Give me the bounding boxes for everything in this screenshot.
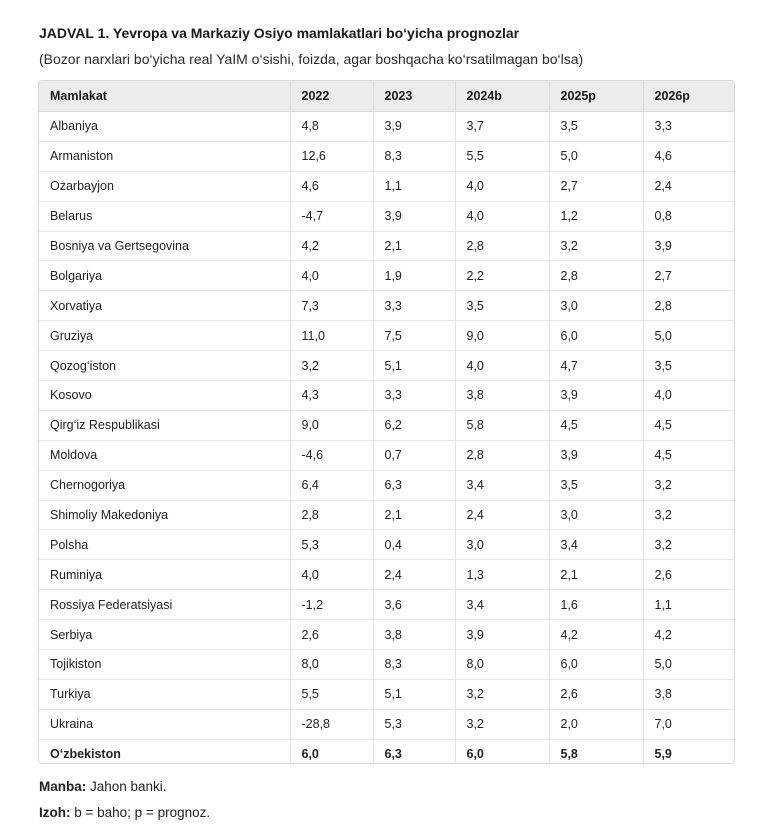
cell-2023: 3,9 — [373, 201, 455, 231]
cell-2025p: 5,0 — [549, 141, 643, 171]
source-text: Jahon banki. — [86, 779, 167, 794]
cell-2026p: 3,9 — [643, 231, 735, 261]
note-label: Izoh: — [39, 805, 71, 820]
cell-2025p: 2,0 — [549, 709, 643, 739]
cell-2023: 3,3 — [373, 291, 455, 321]
cell-2026p: 2,8 — [643, 291, 735, 321]
cell-2026p: 2,4 — [643, 171, 735, 201]
cell-2023: 6,3 — [373, 739, 455, 764]
cell-2026p: 3,2 — [643, 530, 735, 560]
cell-2022: 4,3 — [290, 381, 373, 411]
cell-2022: 8,0 — [290, 650, 373, 680]
column-header-2023: 2023 — [373, 81, 455, 112]
cell-2023: 3,9 — [373, 112, 455, 142]
table-row — [39, 470, 735, 500]
table-row — [39, 231, 735, 261]
cell-2025p: 3,9 — [549, 440, 643, 470]
cell-country: Armaniston — [39, 141, 290, 171]
cell-2026p: 4,6 — [643, 141, 735, 171]
cell-2024b: 9,0 — [455, 321, 549, 351]
table-row — [39, 261, 735, 291]
table-row — [39, 321, 735, 351]
cell-country: Qirg‘iz Respublikasi — [39, 410, 290, 440]
cell-country: Xorvatiya — [39, 291, 290, 321]
cell-country: Bolgariya — [39, 261, 290, 291]
cell-2023: 8,3 — [373, 650, 455, 680]
cell-2022: 7,3 — [290, 291, 373, 321]
cell-2023: 3,6 — [373, 590, 455, 620]
cell-2023: 6,2 — [373, 410, 455, 440]
cell-2024b: 5,5 — [455, 141, 549, 171]
cell-2023: 2,4 — [373, 560, 455, 590]
table-row — [39, 679, 735, 709]
cell-2024b: 3,8 — [455, 381, 549, 411]
forecast-table — [39, 81, 735, 764]
cell-2022: 9,0 — [290, 410, 373, 440]
cell-2023: 0,7 — [373, 440, 455, 470]
cell-2024b: 2,8 — [455, 231, 549, 261]
cell-2026p: 0,8 — [643, 201, 735, 231]
cell-2024b: 3,2 — [455, 679, 549, 709]
cell-2025p: 3,0 — [549, 291, 643, 321]
cell-2022: 4,6 — [290, 171, 373, 201]
cell-2025p: 3,5 — [549, 112, 643, 142]
column-header-2024b: 2024b — [455, 81, 549, 112]
table-row — [39, 590, 735, 620]
cell-2024b: 2,4 — [455, 500, 549, 530]
table-row — [39, 560, 735, 590]
cell-2022: 4,8 — [290, 112, 373, 142]
cell-2024b: 3,7 — [455, 112, 549, 142]
cell-2024b: 8,0 — [455, 650, 549, 680]
cell-country: Rossiya Federatsiyasi — [39, 590, 290, 620]
cell-2023: 6,3 — [373, 470, 455, 500]
cell-2025p: 5,8 — [549, 739, 643, 764]
cell-2022: -1,2 — [290, 590, 373, 620]
cell-2023: 5,3 — [373, 709, 455, 739]
cell-2025p: 1,2 — [549, 201, 643, 231]
source-note — [39, 779, 167, 794]
table-row — [39, 141, 735, 171]
cell-2026p: 4,5 — [643, 440, 735, 470]
table-row — [39, 620, 735, 650]
cell-2024b: 5,8 — [455, 410, 549, 440]
column-header-2022: 2022 — [290, 81, 373, 112]
cell-2026p: 7,0 — [643, 709, 735, 739]
cell-2026p: 4,5 — [643, 410, 735, 440]
cell-country: Moldova — [39, 440, 290, 470]
cell-2026p: 3,2 — [643, 470, 735, 500]
column-header-2026p: 2026p — [643, 81, 735, 112]
column-header-country: Mamlakat — [39, 81, 290, 112]
table-row — [39, 739, 735, 764]
cell-2025p: 4,2 — [549, 620, 643, 650]
cell-2023: 0,4 — [373, 530, 455, 560]
cell-2023: 1,1 — [373, 171, 455, 201]
cell-2024b: 6,0 — [455, 739, 549, 764]
table-body — [39, 112, 735, 765]
cell-2022: 4,2 — [290, 231, 373, 261]
table-row — [39, 381, 735, 411]
cell-country: Qozog‘iston — [39, 351, 290, 381]
table-row — [39, 530, 735, 560]
cell-2023: 3,3 — [373, 381, 455, 411]
cell-2022: -4,7 — [290, 201, 373, 231]
cell-country: Albaniya — [39, 112, 290, 142]
cell-2022: 4,0 — [290, 560, 373, 590]
cell-2024b: 3,0 — [455, 530, 549, 560]
cell-2023: 2,1 — [373, 231, 455, 261]
cell-2026p: 3,3 — [643, 112, 735, 142]
cell-2022: 12,6 — [290, 141, 373, 171]
table-row — [39, 201, 735, 231]
table-row — [39, 351, 735, 381]
cell-2024b: 1,3 — [455, 560, 549, 590]
cell-country: Bosniya va Gertsegovina — [39, 231, 290, 261]
cell-country: Ozarbayjon — [39, 171, 290, 201]
cell-2023: 5,1 — [373, 679, 455, 709]
cell-2023: 2,1 — [373, 500, 455, 530]
cell-2022: -28,8 — [290, 709, 373, 739]
legend-note — [39, 805, 210, 820]
cell-country: Polsha — [39, 530, 290, 560]
table-row — [39, 650, 735, 680]
cell-2024b: 3,4 — [455, 470, 549, 500]
cell-2025p: 3,9 — [549, 381, 643, 411]
cell-country: Serbiya — [39, 620, 290, 650]
cell-2025p: 3,2 — [549, 231, 643, 261]
cell-country: Gruziya — [39, 321, 290, 351]
cell-2026p: 3,8 — [643, 679, 735, 709]
cell-2022: 6,0 — [290, 739, 373, 764]
table-row — [39, 709, 735, 739]
cell-2022: 5,5 — [290, 679, 373, 709]
cell-2023: 5,1 — [373, 351, 455, 381]
table-row — [39, 171, 735, 201]
cell-2025p: 2,6 — [549, 679, 643, 709]
cell-2025p: 2,1 — [549, 560, 643, 590]
cell-2024b: 3,2 — [455, 709, 549, 739]
cell-2022: 6,4 — [290, 470, 373, 500]
cell-country: Ruminiya — [39, 560, 290, 590]
note-text: b = baho; p = prognoz. — [70, 805, 211, 820]
cell-2026p: 5,0 — [643, 650, 735, 680]
cell-country: Turkiya — [39, 679, 290, 709]
cell-2025p: 3,4 — [549, 530, 643, 560]
cell-2026p: 3,2 — [643, 500, 735, 530]
cell-2025p: 6,0 — [549, 321, 643, 351]
cell-2022: 4,0 — [290, 261, 373, 291]
cell-2026p: 3,5 — [643, 351, 735, 381]
cell-country: Belarus — [39, 201, 290, 231]
cell-2026p: 2,7 — [643, 261, 735, 291]
table-subtitle: (Bozor narxlari bo‘yicha real YaIM o‘sishi, foizda, agar boshqacha ko‘rsatilmagan bo‘lsa) — [39, 51, 584, 67]
cell-2022: 3,2 — [290, 351, 373, 381]
cell-2023: 3,8 — [373, 620, 455, 650]
table-row — [39, 112, 735, 142]
cell-2025p: 2,7 — [549, 171, 643, 201]
cell-2026p: 2,6 — [643, 560, 735, 590]
cell-country: O‘zbekiston — [39, 739, 290, 764]
cell-2025p: 3,5 — [549, 470, 643, 500]
cell-2022: 11,0 — [290, 321, 373, 351]
cell-2024b: 2,2 — [455, 261, 549, 291]
cell-2025p: 4,5 — [549, 410, 643, 440]
cell-2024b: 3,5 — [455, 291, 549, 321]
cell-2025p: 1,6 — [549, 590, 643, 620]
cell-country: Ukraina — [39, 709, 290, 739]
cell-2024b: 4,0 — [455, 351, 549, 381]
cell-2025p: 6,0 — [549, 650, 643, 680]
cell-2025p: 3,0 — [549, 500, 643, 530]
cell-2026p: 5,0 — [643, 321, 735, 351]
cell-2025p: 4,7 — [549, 351, 643, 381]
cell-2024b: 4,0 — [455, 201, 549, 231]
cell-2026p: 5,9 — [654, 747, 672, 762]
cell-country: Tojikiston — [39, 650, 290, 680]
cell-2024b: 4,0 — [455, 171, 549, 201]
table-row — [39, 440, 735, 470]
cell-2026p: 4,0 — [643, 381, 735, 411]
cell-2024b: 2,8 — [455, 440, 549, 470]
source-label: Manba: — [39, 779, 87, 794]
cell-2022: -4,6 — [290, 440, 373, 470]
cell-country: Kosovo — [39, 381, 290, 411]
cell-2022: 2,6 — [290, 620, 373, 650]
table-row — [39, 410, 735, 440]
table-row — [39, 291, 735, 321]
cell-2026p: 1,1 — [643, 590, 735, 620]
cell-2025p: 2,8 — [549, 261, 643, 291]
cell-country: Chernogoriya — [39, 470, 290, 500]
table-title: JADVAL 1. Yevropa va Markaziy Osiyo mamlakatlari bo‘yicha prognozlar — [39, 25, 520, 41]
cell-2023: 8,3 — [373, 141, 455, 171]
table-header-row — [39, 81, 735, 112]
cell-2023: 1,9 — [373, 261, 455, 291]
cell-2022: 5,3 — [290, 530, 373, 560]
cell-2024b: 3,4 — [455, 590, 549, 620]
table-row — [39, 500, 735, 530]
column-header-2025p: 2025p — [549, 81, 643, 112]
cell-2026p: 4,2 — [643, 620, 735, 650]
cell-2023: 7,5 — [373, 321, 455, 351]
cell-country: Shimoliy Makedoniya — [39, 500, 290, 530]
forecast-table-container — [38, 80, 735, 764]
cell-2022: 2,8 — [290, 500, 373, 530]
cell-2024b: 3,9 — [455, 620, 549, 650]
